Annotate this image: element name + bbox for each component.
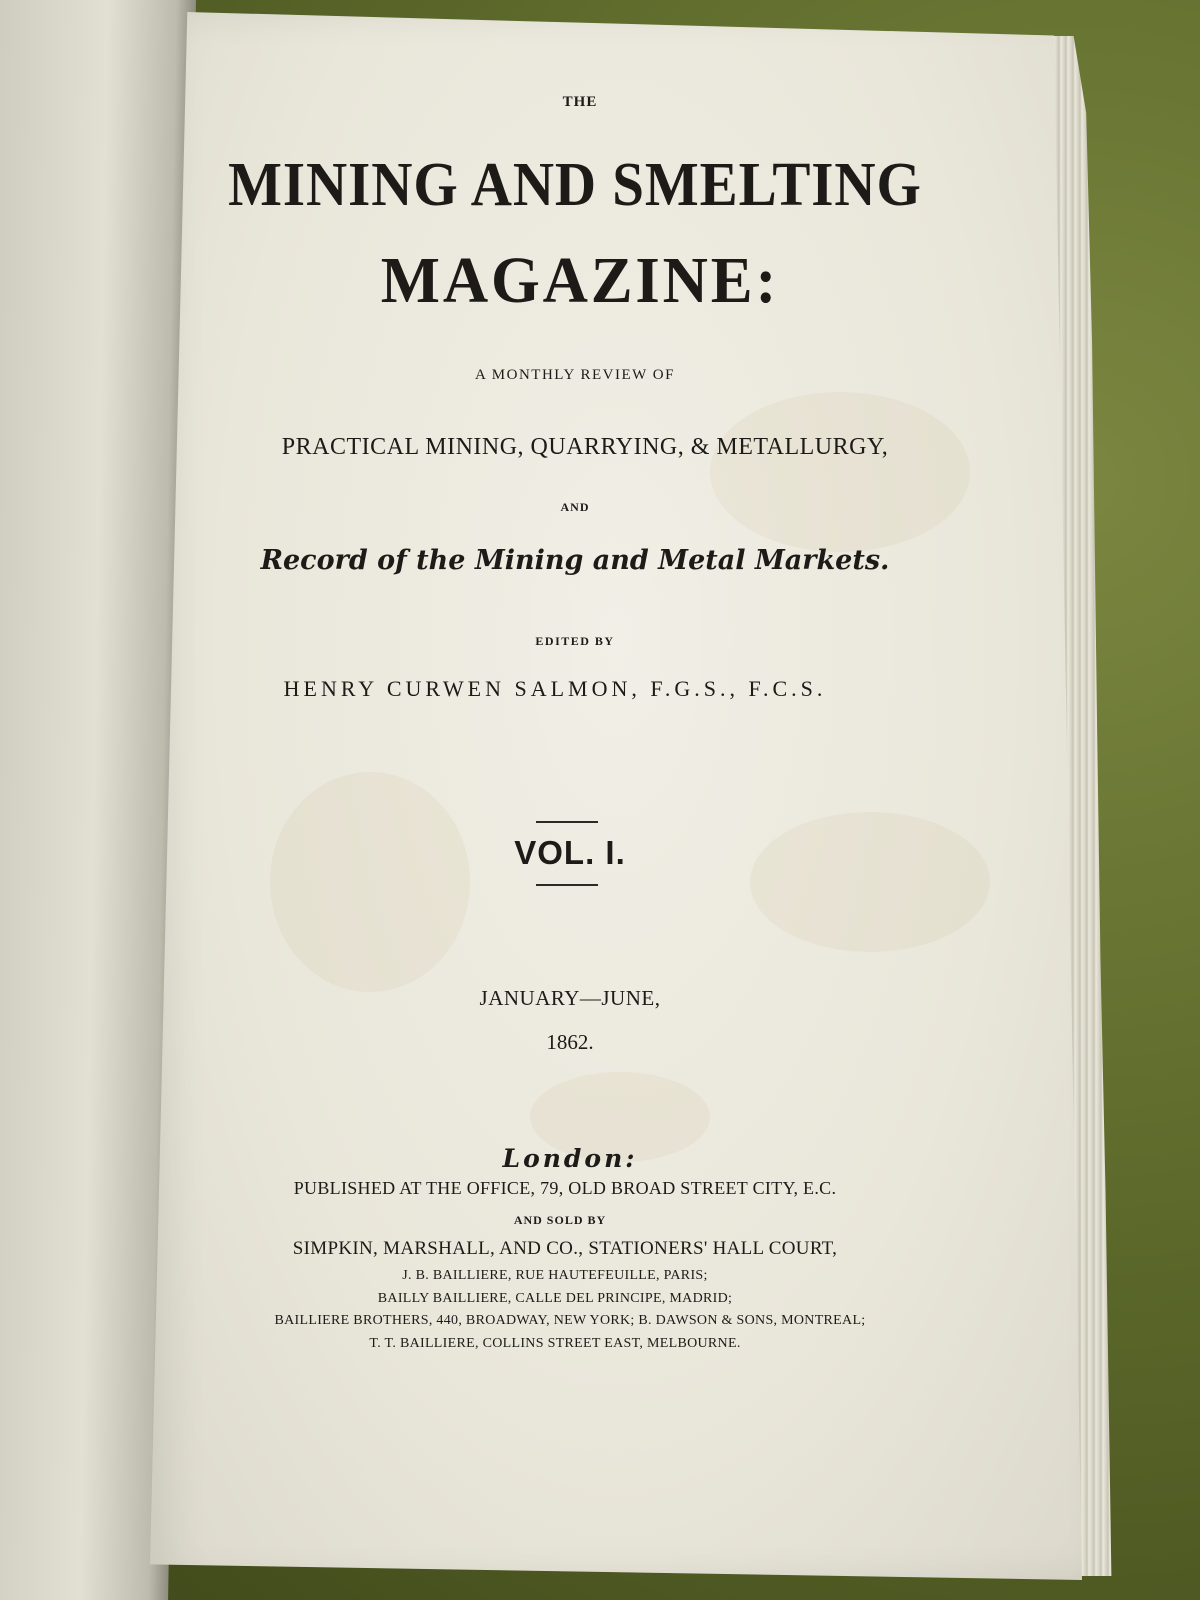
- title-article: THE: [562, 94, 598, 110]
- foxing-stain: [750, 812, 990, 952]
- agent-line: BAILLY BAILLIERE, CALLE DEL PRINCIPE, MADRID;: [377, 1291, 733, 1306]
- foxing-stain: [270, 772, 470, 992]
- agent-line: J. B. BAILLIERE, RUE HAUTEFEUILLE, PARIS;: [402, 1268, 708, 1283]
- record-line: Record of the Mining and Metal Markets.: [260, 545, 890, 576]
- edited-by-label: EDITED BY: [535, 634, 615, 648]
- volume-number: VOL. I.: [514, 834, 626, 871]
- publisher-line: PUBLISHED AT THE OFFICE, 79, OLD BROAD STREET CITY, E.C.: [293, 1178, 837, 1198]
- distributor-line: SIMPKIN, MARSHALL, AND CO., STATIONERS' HALL COURT,: [292, 1238, 838, 1259]
- imprint-place: London:: [502, 1144, 638, 1173]
- topics-line: PRACTICAL MINING, QUARRYING, & METALLURGY,: [281, 434, 889, 460]
- title-line-1: MINING AND SMELTING: [228, 151, 922, 219]
- subtitle: A MONTHLY REVIEW OF: [475, 367, 675, 383]
- foxing-stain: [710, 392, 970, 552]
- publication-year: 1862.: [546, 1030, 594, 1054]
- agent-line: BAILLIERE BROTHERS, 440, BROADWAY, NEW YORK; B. DAWSON & SONS, MONTREAL;: [274, 1313, 866, 1328]
- sold-by-label: AND SOLD BY: [513, 1213, 607, 1227]
- rule-above-volume: [536, 821, 598, 823]
- rule-below-volume: [536, 884, 598, 886]
- agent-line: T. T. BAILLIERE, COLLINS STREET EAST, MELBOURNE.: [369, 1336, 741, 1351]
- publication-period: JANUARY—JUNE,: [479, 986, 661, 1010]
- title-line-2: MAGAZINE:: [380, 244, 780, 317]
- editor-name: HENRY CURWEN SALMON, F.G.S., F.C.S.: [283, 676, 827, 701]
- conjunction: AND: [560, 500, 590, 514]
